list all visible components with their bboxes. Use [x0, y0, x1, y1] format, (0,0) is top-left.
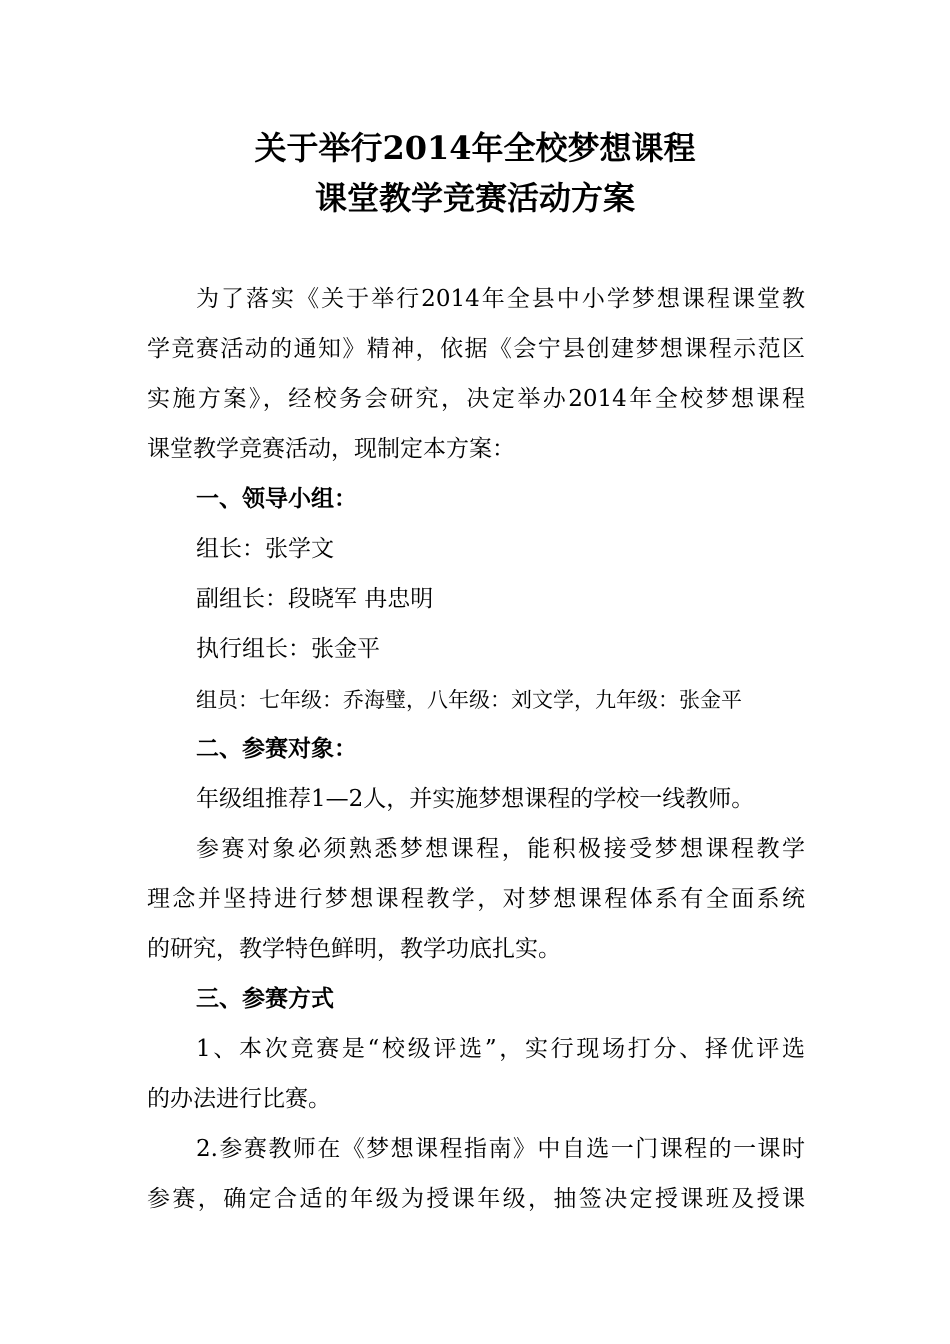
section-heading-format: 三、参赛方式	[196, 985, 334, 1012]
format-item-2-line-1: 2.参赛教师在《梦想课程指南》中自选一门课程的一课时	[196, 1136, 805, 1162]
format-item-1-line-2: 的办法进行比赛。	[147, 1086, 331, 1112]
document-title-line-2: 课堂教学竞赛活动方案	[314, 179, 635, 217]
section-heading-participants: 二、参赛对象：	[196, 735, 357, 762]
intro-line-2: 学竞赛活动的通知》精神，依据《会宁县创建梦想课程示范区	[147, 336, 805, 362]
deputy-leader-line: 副组长：段晓军 冉忠明	[196, 586, 434, 612]
members-line: 组员：七年级：乔海璧，八年级：刘文学，九年级：张金平	[196, 688, 742, 712]
participants-paragraph-1: 年级组推荐1—2人，并实施梦想课程的学校一线教师。	[196, 786, 755, 812]
intro-line-4: 课堂教学竞赛活动，现制定本方案：	[147, 436, 515, 462]
participants-paragraph-2-line-3: 的研究，教学特色鲜明，教学功底扎实。	[147, 936, 561, 962]
intro-line-1: 为了落实《关于举行2014年全县中小学梦想课程课堂教	[196, 286, 805, 312]
format-item-2-line-2: 参赛，确定合适的年级为授课年级，抽签决定授课班及授课	[147, 1186, 805, 1212]
leader-line: 组长：张学文	[196, 536, 334, 562]
format-item-1-line-1: 1、本次竞赛是“校级评选”，实行现场打分、择优评选	[196, 1036, 805, 1062]
participants-paragraph-2-line-2: 理念并坚持进行梦想课程教学，对梦想课程体系有全面系统	[147, 886, 805, 912]
intro-line-3: 实施方案》，经校务会研究，决定举办2014年全校梦想课程	[147, 386, 805, 412]
executive-leader-line: 执行组长：张金平	[196, 636, 380, 662]
document-title-line-1: 关于举行2014年全校梦想课程	[254, 129, 696, 167]
section-heading-leadership: 一、领导小组：	[196, 485, 357, 512]
participants-paragraph-2-line-1: 参赛对象必须熟悉梦想课程，能积极接受梦想课程教学	[196, 836, 805, 862]
